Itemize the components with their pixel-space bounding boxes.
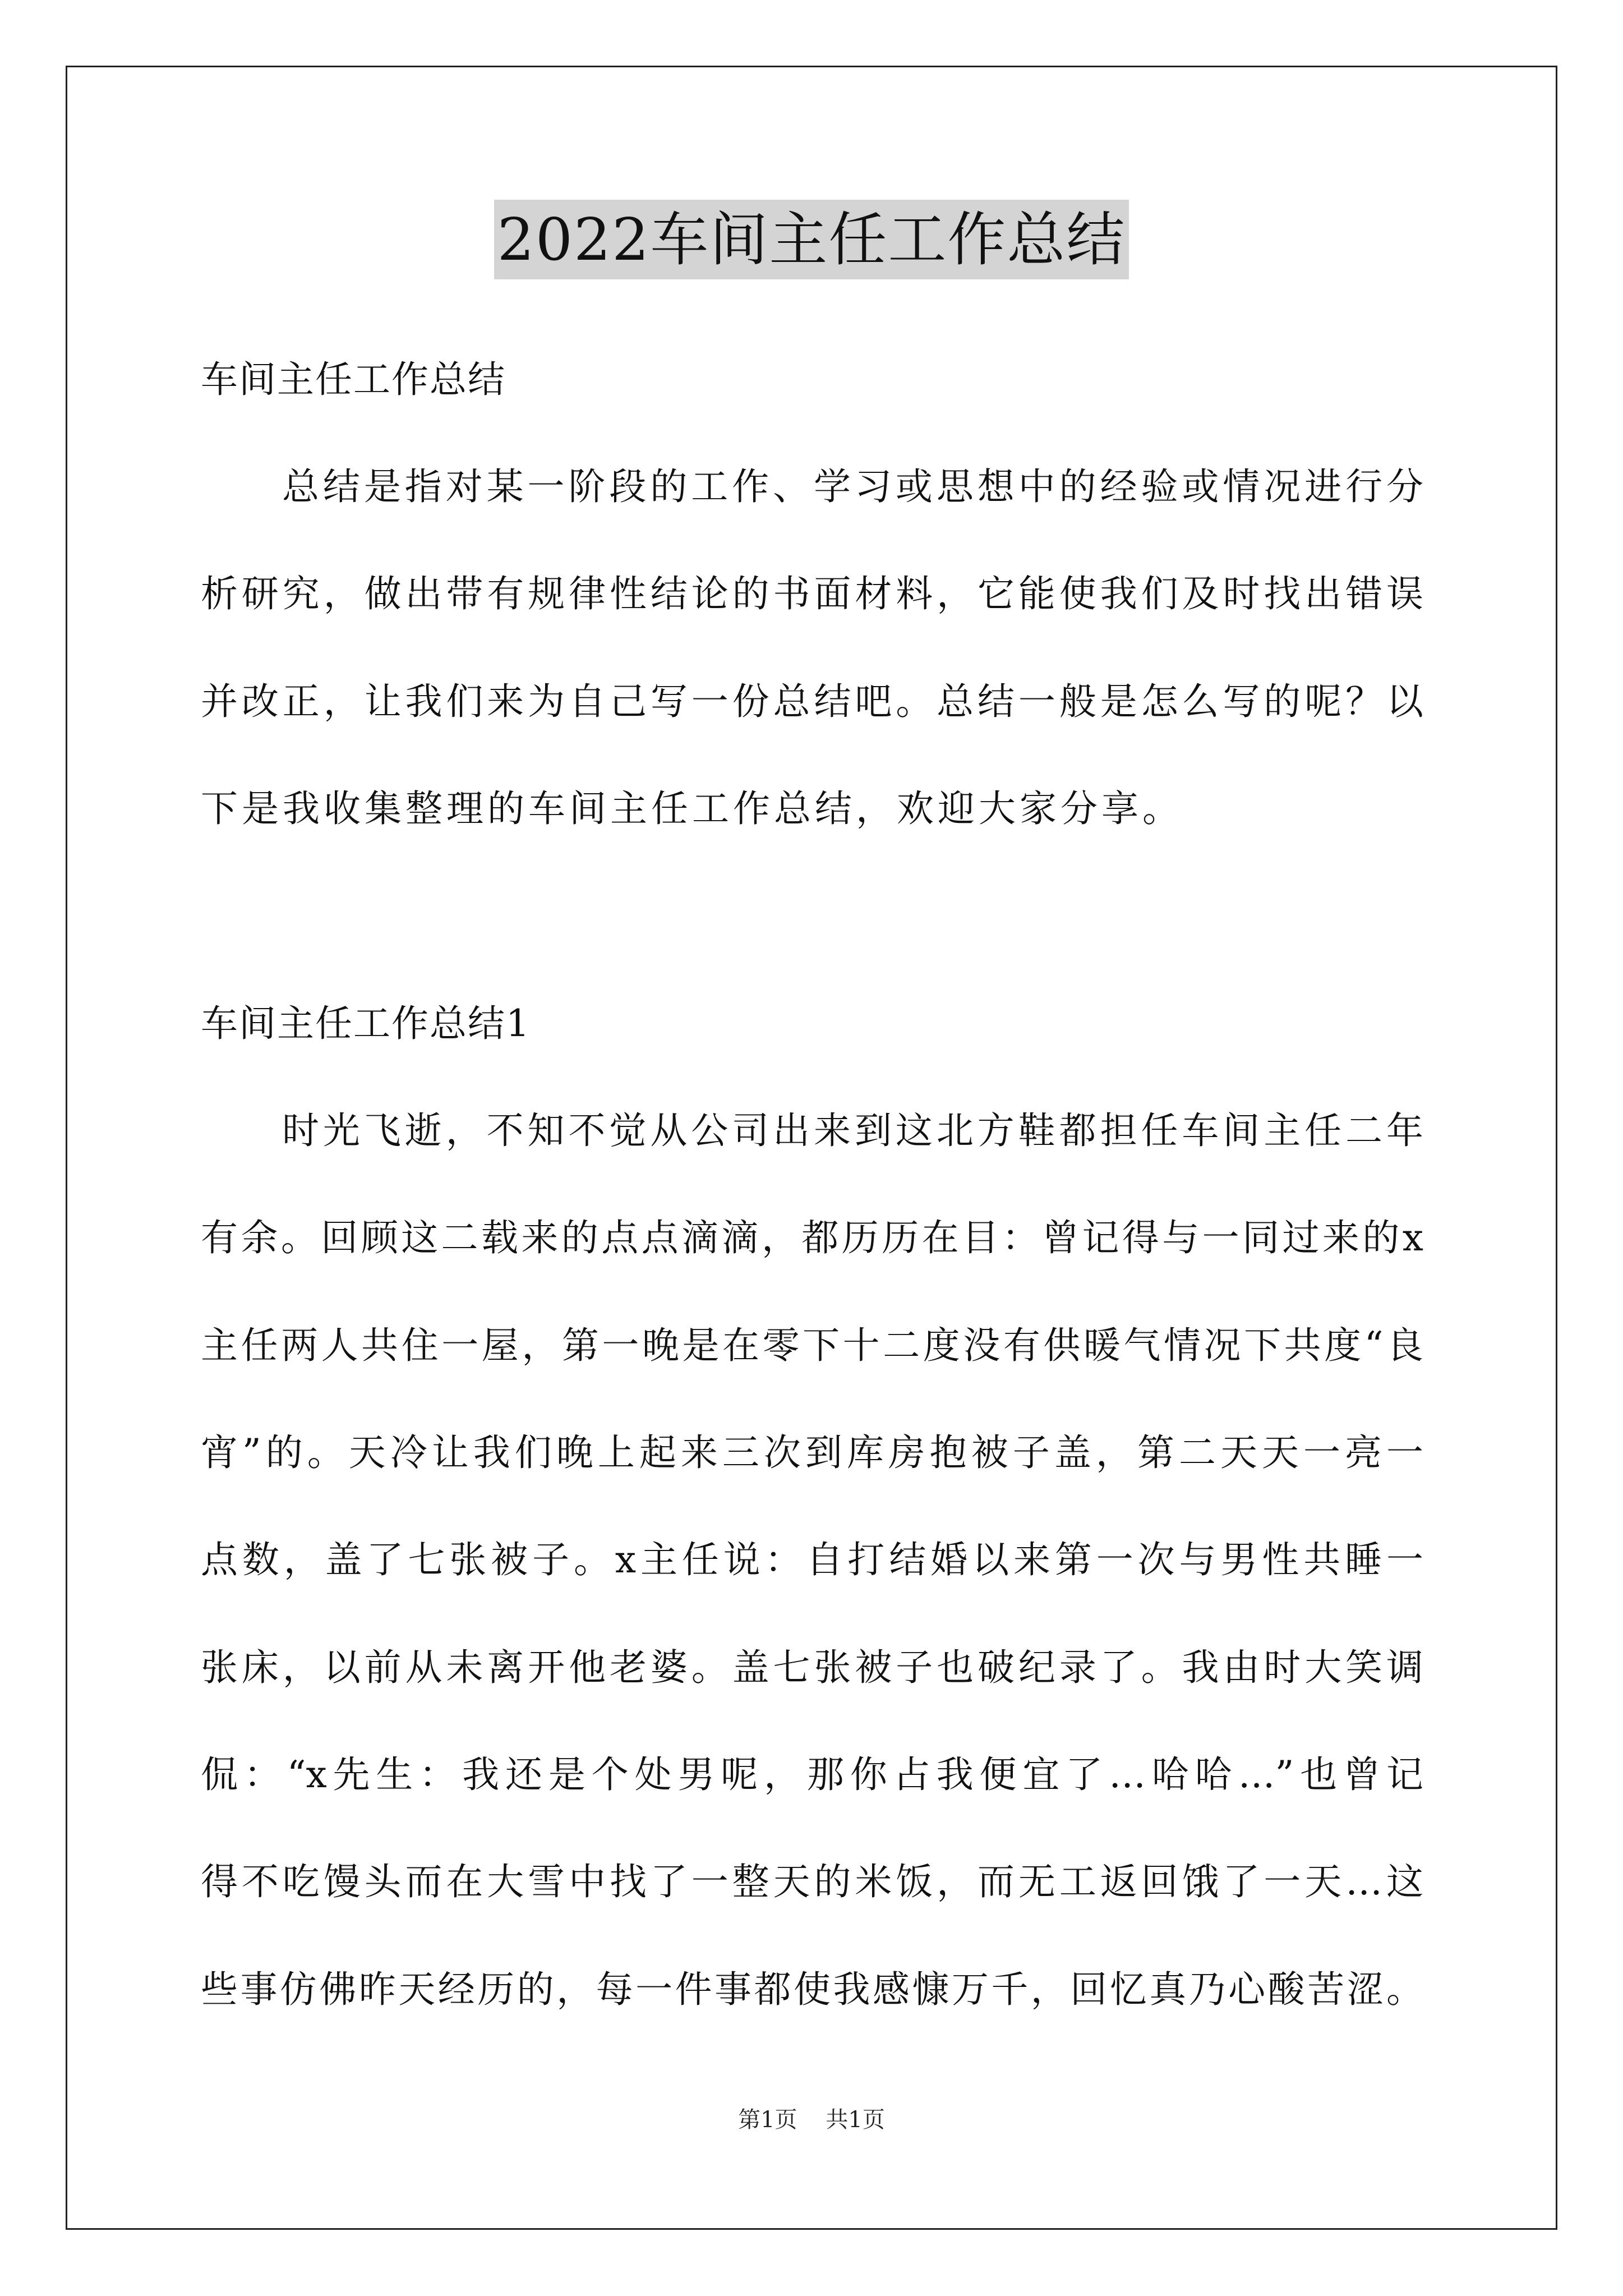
intro-paragraph-line: 下是我收集整理的车间主任工作总结，欢迎大家分享。: [201, 787, 1183, 830]
section-paragraph-line: 侃：“x先生：我还是个处男呢，那你占我便宜了…哈哈…”也曾记: [201, 1753, 1423, 1796]
page-number: 第1页: [738, 2107, 797, 2133]
section-paragraph-line: 张床，以前从未离开他老婆。盖七张被子也破纪录了。我由时大笑调: [201, 1646, 1423, 1689]
page-footer: [0, 2106, 1623, 2134]
intro-heading: 车间主任工作总结: [201, 358, 506, 401]
section-paragraph-line: 宵”的。天冷让我们晚上起来三次到库房抱被子盖，第二天天一亮一: [201, 1431, 1423, 1474]
section-paragraph-line: 得不吃馒头而在大雪中找了一整天的米饭，而无工返回饿了一天…这: [201, 1860, 1423, 1903]
section-paragraph-line: 些事仿佛昨天经历的，每一件事都使我感慷万千，回忆真乃心酸苦涩。: [201, 1968, 1423, 2011]
document-title: 2022车间主任工作总结: [494, 200, 1129, 279]
section-heading: 车间主任工作总结1: [201, 1002, 531, 1045]
section-paragraph-line: 点数，盖了七张被子。x主任说：自打结婚以来第一次与男性共睡一: [201, 1538, 1423, 1581]
section-paragraph-line: 有余。回顾这二载来的点点滴滴，都历历在目：曾记得与一同过来的x: [201, 1216, 1423, 1259]
page-total: 共1页: [826, 2107, 885, 2133]
intro-paragraph-line: 并改正，让我们来为自己写一份总结吧。总结一般是怎么写的呢？以: [201, 680, 1423, 723]
section-paragraph-line: 主任两人共住一屋，第一晚是在零下十二度没有供暖气情况下共度“良: [201, 1324, 1423, 1367]
intro-paragraph-line: 析研究，做出带有规律性结论的书面材料，它能使我们及时找出错误: [201, 572, 1423, 615]
title-container: [0, 200, 1623, 279]
section-paragraph-line: 时光飞逝，不知不觉从公司出来到这北方鞋都担任车间主任二年: [282, 1109, 1423, 1152]
intro-paragraph-line: 总结是指对某一阶段的工作、学习或思想中的经验或情况进行分: [282, 465, 1423, 508]
